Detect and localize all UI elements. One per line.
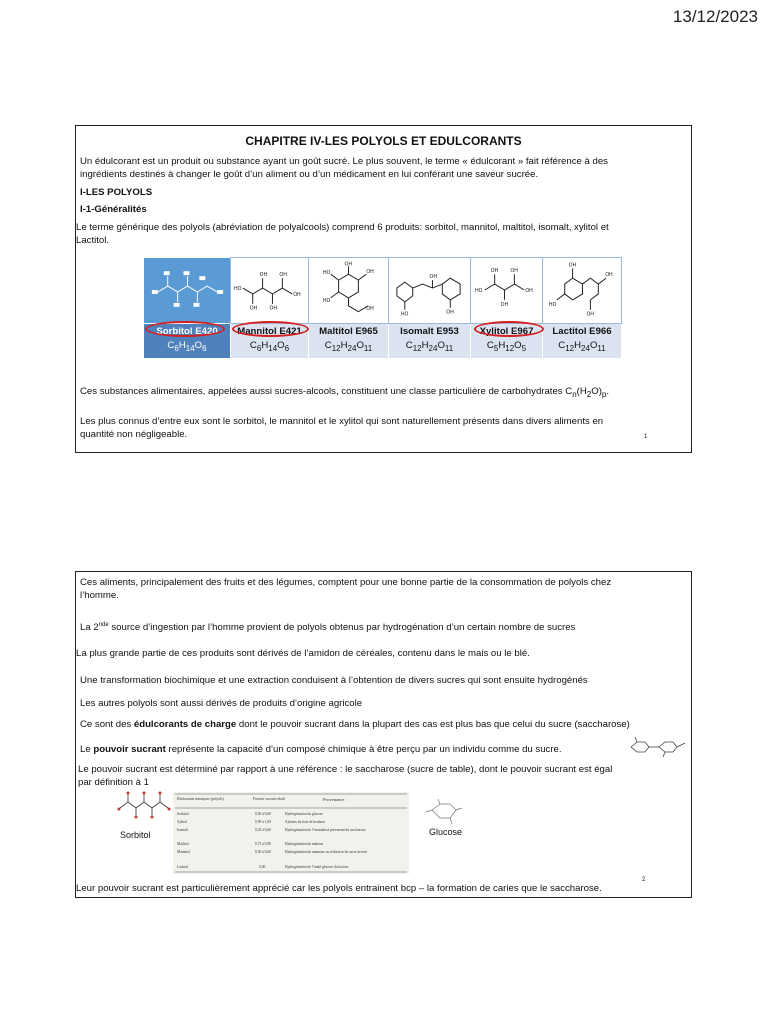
table-row-name: Maltitol [177, 842, 189, 846]
slide-2 [75, 571, 692, 898]
polyol-name: Isomalt E953 [400, 326, 459, 337]
svg-text:OH: OH [249, 305, 258, 312]
polyol-formula: $C_6H_{14}O_6$ [249, 340, 290, 353]
svg-text:OH: OH [500, 301, 509, 308]
glucose-structure [422, 798, 466, 830]
svg-text:OH: OH [366, 269, 374, 276]
date-header: 13/12/2023 [672, 7, 758, 26]
caries-paragraph: Leur pouvoir sucrant est particulièrement apprécié car les polyols entrainent bcp – la formation de caries que le saccharose. [76, 883, 602, 894]
reference-line-2: par définition à 1 [78, 776, 149, 788]
polyol-cell-isomalt [389, 258, 471, 358]
sugar-alcohols-paragraph: Ces substances alimentaires, appelées aussi sucres-alcools, constituent une classe particulière de carbohydrates $C_n(H_2O)_p$. [80, 386, 610, 399]
table-row-provenance: Hydrogénation du maltose [285, 842, 324, 846]
foods-line-1: Ces aliments, principalement des fruits et des légumes, comptent pour une bonne partie de la consommation de polyols chez [80, 577, 612, 588]
polyol-formula: $C_{12}H_{24}O_{11}$ [558, 340, 606, 353]
polyol-cell-mannitol [231, 258, 309, 358]
polyol-cell-xylitol [471, 258, 543, 358]
polyol-cell-lactitol [543, 258, 622, 358]
table-row-name: Sorbitol [177, 812, 189, 816]
known-line-2: quantité non négligeable. [80, 428, 188, 440]
polyol-label-maltitol [309, 324, 388, 358]
polyol-name: Mannitol E421 [237, 326, 302, 337]
glucose-chain-structure [627, 734, 689, 760]
svg-text:OH: OH [279, 272, 287, 279]
svg-text:OH: OH [366, 305, 374, 312]
generic-line-2: Lactitol. [76, 234, 110, 246]
starch-paragraph: La plus grande partie de ces produits sont dérivés de l’amidon de céréales, contenu dans le mais ou le blé. [76, 648, 530, 659]
known-line-1: Les plus connus d’entre eux sont le sorbitol, le mannitol et le xylitol qui sont naturellement présents dans divers aliments en [80, 416, 604, 427]
table-row-power: 0,50 à 0,60 [255, 850, 271, 854]
foods-paragraph [80, 577, 692, 602]
generic-line-1: Le terme générique des polyols (abréviation de polyalcools) comprend 6 produits: sorbitol, mannitol, maltitol, isomalt, xylitol et [76, 222, 609, 233]
svg-text:OH: OH [490, 268, 499, 275]
second-source-paragraph: La 2nde source d’ingestion par l’homme provient de polyols obtenus par hydrogénation d’un certain nombre de sucres [80, 622, 576, 634]
svg-text:HO: HO [233, 286, 242, 293]
sweetening-power-table [173, 792, 409, 874]
svg-text:HO: HO [322, 297, 331, 304]
table-row-name: Mannitol [177, 850, 191, 854]
maltitol-structure-image [309, 258, 388, 323]
sorbitol-structure [116, 788, 178, 828]
table-row-provenance: Hydrogénation du mannose ou réduction du sucre inverti [285, 850, 367, 854]
known-polyols-paragraph [80, 416, 692, 441]
polyol-structure-table [144, 258, 622, 358]
highlight-oval-mannitol [232, 321, 309, 337]
highlight-oval-xylitol [474, 321, 544, 337]
table-header-power: Pouvoir sucrant relatif [253, 797, 286, 801]
svg-text:HO: HO [400, 311, 409, 318]
polyol-formula: $C_{12}H_{24}O_{11}$ [405, 340, 454, 353]
svg-text:OH: OH [293, 291, 301, 298]
polyol-cell-maltitol [309, 258, 389, 358]
transformation-paragraph: Une transformation biochimique et une extraction conduisent à l’obtention de divers sucres qui sont ensuite hydrogénés [80, 675, 588, 686]
subsection-heading: I-1-Généralités [80, 204, 147, 215]
table-header-polyols: Édulcorants massiques (polyols) [177, 797, 224, 801]
svg-text:HO: HO [322, 270, 331, 277]
polyol-label-lactitol [543, 324, 621, 358]
intro-paragraph [80, 156, 692, 181]
table-row-power: 0,45 à 0,60 [255, 828, 271, 832]
intro-line-1: Un édulcorant est un produit ou substance ayant un goût sucré. Le plus souvent, le terme « édulcorant » fait référence à des [80, 156, 608, 167]
table-row-power: 0,90 à 1,00 [255, 820, 271, 824]
polyol-formula: $C_6H_{14}O_6$ [167, 340, 207, 353]
glucose-caption: Glucose [429, 827, 463, 837]
reference-paragraph [78, 764, 690, 789]
polyol-formula: $C_{12}H_{24}O_{11}$ [324, 340, 373, 353]
sorbitol-caption: Sorbitol [120, 830, 151, 840]
table-row-power: 0,40 [259, 865, 266, 869]
svg-text:OH: OH [429, 274, 438, 281]
section-heading: I-LES POLYOLS [80, 187, 153, 198]
table-row-provenance: Xylanes du bois de bouleau [285, 820, 325, 824]
polyol-cell-sorbitol [144, 258, 231, 358]
polyol-name: Maltitol E965 [319, 326, 378, 337]
xylitol-structure-image [471, 258, 542, 323]
sweetening-power-paragraph: Le pouvoir sucrant représente la capacité d’un composé chimique à être perçu par un individu comme du sucre. [80, 744, 562, 755]
svg-text:OH: OH [568, 262, 577, 269]
sorbitol-structure-image [144, 258, 230, 323]
polyol-name: Xylitol E967 [479, 326, 534, 337]
svg-text:OH: OH [525, 287, 533, 294]
highlight-oval-sorbitol [145, 321, 225, 337]
slide-1 [75, 125, 692, 453]
svg-text:HO: HO [548, 301, 557, 308]
table-row-provenance: Hydrogénation de l’isomaltose provenant du saccharose [285, 828, 366, 832]
mannitol-structure-image [231, 258, 308, 323]
table-row-provenance: Hydrogénation de l’unité glucose du lactose [285, 865, 349, 869]
table-row-power: 0,75 à 0,90 [255, 842, 271, 846]
svg-text:OH: OH [259, 272, 268, 279]
intro-line-2: ingrédients destinés à changer le goût d’un aliment ou d’un médicament en lui conférant une saveur sucrée. [80, 168, 539, 180]
bulk-sweeteners-paragraph: Ce sont des édulcorants de charge dont le pouvoir sucrant dans la plupart des cas est plus bas que celui du sucre (saccharose) [80, 719, 630, 730]
table-row-name: Xylitol [177, 820, 188, 824]
page-number: 1 [644, 434, 648, 440]
polyol-formula: $C_5H_{12}O_5$ [486, 340, 527, 353]
polyol-label-isomalt [389, 324, 470, 358]
svg-text:OH: OH [269, 305, 278, 312]
svg-text:OH: OH [344, 261, 353, 268]
polyol-name: Sorbitol E420 [156, 326, 218, 337]
foods-line-2: l’homme. [80, 589, 119, 601]
table-row-power: 0,50 à 0,60 [255, 812, 271, 816]
isomalt-structure-image [389, 258, 470, 323]
svg-text:OH: OH [510, 268, 519, 275]
page-number: 2 [642, 877, 646, 883]
svg-text:OH: OH [586, 311, 595, 318]
table-header-provenance: Provenance [323, 797, 345, 802]
table-row-name: Isomalt [177, 828, 188, 832]
svg-text:OH: OH [605, 272, 613, 279]
polyol-name: Lactitol E966 [552, 326, 612, 337]
svg-text:OH: OH [446, 309, 454, 316]
svg-text:HO: HO [474, 287, 483, 294]
table-row-name: Lactitol [177, 865, 189, 869]
reference-line-1: Le pouvoir sucrant est déterminé par rapport à une référence : le saccharose (sucre de table), dont le pouvoir sucrant est égal [78, 764, 613, 775]
lactitol-structure-image [543, 258, 621, 323]
slide-title: CHAPITRE IV-LES POLYOLS ET EDULCORANTS [245, 134, 522, 148]
generic-paragraph [76, 222, 690, 247]
agricultural-paragraph: Les autres polyols sont aussi dérivés de produits d’origine agricole [80, 698, 363, 709]
table-row-provenance: Hydrogénation du glucose [285, 812, 323, 816]
